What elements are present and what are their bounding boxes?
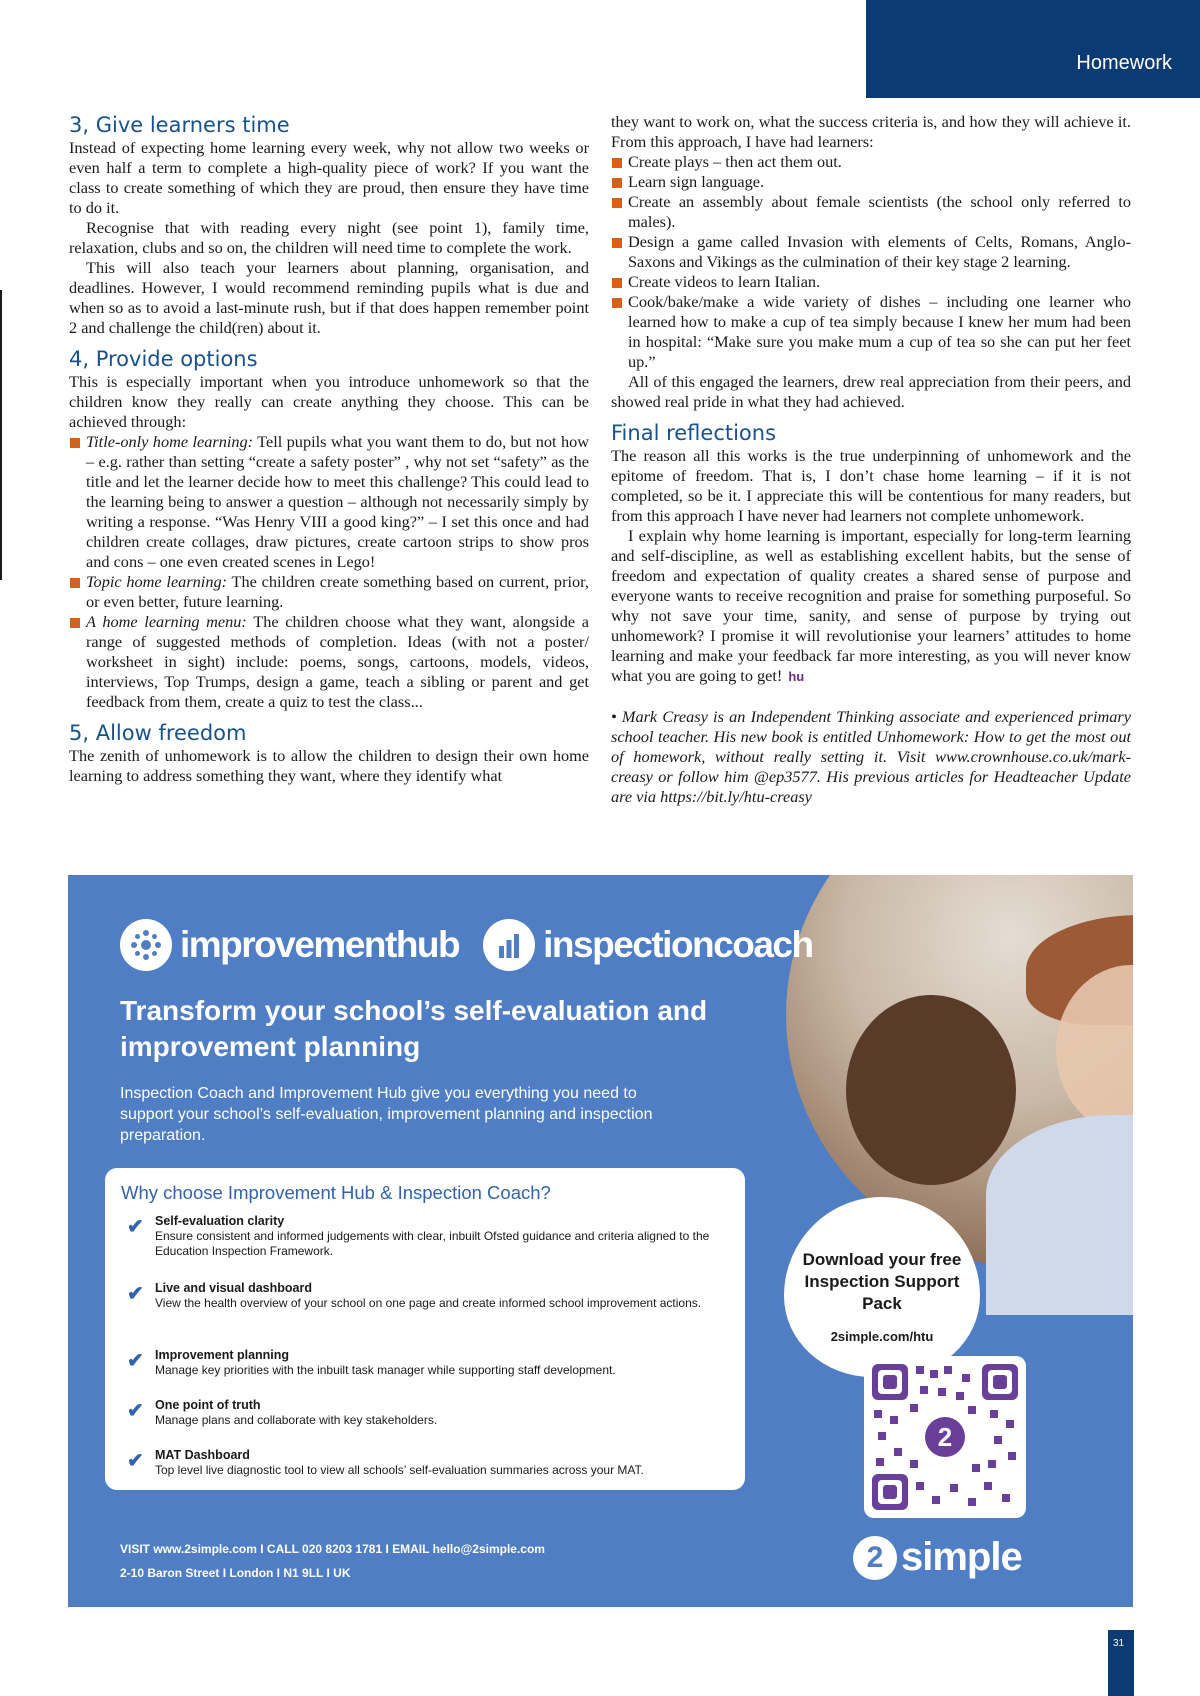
feature-description: Ensure consistent and informed judgements with clear, inbuilt Ofsted guidance and criteria aligned to the Education Inspection Framework.	[155, 1229, 710, 1258]
list-item: Learn sign language.	[611, 172, 1131, 192]
inspectioncoach-icon	[483, 919, 535, 971]
photo-face	[846, 995, 1016, 1185]
2simple-logo-text: simple	[901, 1535, 1022, 1579]
heading-give-learners-time: 3, Give learners time	[69, 113, 290, 137]
feature-list	[121, 1214, 721, 1498]
heading-allow-freedom: 5, Allow freedom	[69, 721, 247, 745]
feature-description: View the health overview of your school on one page and create informed school improvement actions.	[155, 1296, 702, 1310]
feature-title: Improvement planning	[155, 1348, 290, 1362]
item-lead: Title-only home learning:	[86, 432, 254, 451]
options-list	[69, 432, 589, 712]
item-text: The children create something based on current, prior, or even better, future learning.	[86, 572, 589, 611]
download-url[interactable]: 2simple.com/htu	[830, 1329, 934, 1344]
heading-provide-options: 4, Provide options	[69, 347, 258, 371]
item-text: Tell pupils what you want them to do, but not how – e.g. rather than setting “create a safety poster” , why not set “safety” as the title and let the learner decide how to meet this challenge? This could lead to the learning being to answer a question – although not necessarily simply by writing a response. “Was Henry VIII a good king?” – I set this once and had children create collages, draw pictures, create cartoon strips to show pros and cons – one even created scenes in Lego!	[86, 432, 590, 571]
list-item: Cook/bake/make a wide variety of dishes – including one learner who learned how to make a cup of tea simply because I knew her mum had been in hospital: “Make sure you make mum a cup of tea so she can put her feet up.”	[611, 292, 1131, 372]
advert-contacts	[120, 1537, 545, 1585]
feature-description: Manage key priorities with the inbuilt task manager while supporting staff development.	[155, 1363, 616, 1377]
contact-line[interactable]: VISIT www.2simple.com I CALL 020 8203 1781 I EMAIL hello@2simple.com	[120, 1542, 545, 1556]
advert-intro: Inspection Coach and Improvement Hub give you everything you need to support your school’s self-evaluation, improvement planning and inspection preparation.	[120, 1085, 653, 1144]
paragraph: The zenith of unhomework is to allow the children to design their own home learning to address something they want, where they identify what	[69, 746, 589, 785]
list-item	[69, 572, 589, 612]
paragraph: The reason all this works is the true underpinning of unhomework and the epitome of freedom. That is, I don’t chase home learning – if it is not completed, so be it. I appreciate this will be contentious for many readers, but from this approach I have never had learners not complete unhomework.	[611, 446, 1131, 525]
list-item: Create an assembly about female scientists (the school only referred to males).	[611, 192, 1131, 232]
margin-rule	[0, 290, 2, 580]
checkmark-icon: ✔	[127, 1283, 144, 1305]
checkmark-icon: ✔	[127, 1350, 144, 1372]
heading-final-reflections: Final reflections	[611, 421, 777, 445]
list-item	[69, 612, 589, 712]
why-choose-title: Why choose Improvement Hub & Inspection Coach?	[121, 1182, 551, 1203]
feature-item	[121, 1448, 721, 1498]
paragraph: All of this engaged the learners, drew real appreciation from their peers, and showed real pride in what they had achieved.	[611, 372, 1131, 411]
paragraph: Instead of expecting home learning every week, why not allow two weeks or even half a term to complete a high-quality piece of work? If you want the class to create something of which they are proud, then ensure they have time to do it.	[69, 138, 589, 217]
feature-item	[121, 1214, 721, 1281]
improvementhub-icon	[120, 919, 172, 971]
list-item	[69, 432, 589, 572]
item-text: The children choose what they want, alongside a range of suggested methods of completion. Ideas (with not a poster/ worksheet in sight) include: poems, songs, cartoons, models, videos, interviews, Top Trumps, design a game, teach a sibling or parent and get feedback from them, create a quiz to test the class...	[86, 612, 589, 711]
feature-item	[121, 1281, 721, 1348]
section-label: Homework	[1076, 52, 1172, 74]
improvementhub-logo-text: improvementhub	[180, 924, 460, 965]
article-left-column	[69, 112, 589, 786]
feature-title: Live and visual dashboard	[155, 1281, 312, 1295]
section-header-tab	[866, 0, 1200, 98]
page-number-tab	[1108, 1630, 1134, 1696]
paragraph: Recognise that with reading every night (see point 1), family time, relaxation, clubs and so on, the children will need time to complete the work.	[69, 218, 589, 257]
list-item: Design a game called Invasion with elements of Celts, Romans, Anglo-Saxons and Vikings as the culmination of their key stage 2 learning.	[611, 232, 1131, 272]
checkmark-icon: ✔	[127, 1216, 144, 1238]
advert-panel	[68, 875, 1133, 1607]
qr-center-digit: 2	[937, 1422, 953, 1452]
learner-projects-list	[611, 152, 1131, 372]
paragraph-text: I explain why home learning is important, especially for long-term learning and self-discipline, as well as establishing excellent habits, but the sense of freedom and expectation of quality creates a shared sense of purpose and everyone wants to receive recognition and praise for something purposeful. So why not save your time, sanity, and sense of purpose by trying out unhomework? I promise it will revolutionise your learners’ attitudes to home learning and make your feedback far more interesting, as you will never know what you are going to get!	[611, 526, 1131, 685]
item-lead: A home learning menu:	[86, 612, 247, 631]
author-bio: • Mark Creasy is an Independent Thinking associate and experienced primary school teacher. His new book is entitled Unhomework: How to get the most out of homework, without really setting it. Visit www.crownhouse.co.uk/mark-creasy or follow him @ep3577. His previous articles for Headteacher Update are via https://bit.ly/htu-creasy	[611, 707, 1131, 806]
list-item: Create plays – then act them out.	[611, 152, 1131, 172]
article-right-column	[611, 112, 1131, 807]
feature-title: Self-evaluation clarity	[155, 1214, 285, 1228]
feature-title: One point of truth	[155, 1398, 261, 1412]
paragraph: they want to work on, what the success criteria is, and how they will achieve it. From this approach, I have had learners:	[611, 112, 1131, 151]
feature-item	[121, 1348, 721, 1398]
feature-description: Top level live diagnostic tool to view all schools’ self-evaluation summaries across your MAT.	[155, 1463, 644, 1477]
hu-end-logo: hu	[788, 669, 805, 684]
advert-headline: Transform your school’s self-evaluation and improvement planning	[120, 995, 708, 1062]
paragraph: This will also teach your learners about planning, organisation, and deadlines. However, I would recommend reminding pupils what is due and when so as to avoid a last-minute rush, but if that does happen remember point 2 and challenge the child(ren) about it.	[69, 258, 589, 337]
feature-title: MAT Dashboard	[155, 1448, 250, 1462]
product-logos	[120, 910, 837, 980]
address-line: 2-10 Baron Street I London I N1 9LL I UK	[120, 1566, 351, 1580]
inspectioncoach-logo-text: inspectioncoach	[543, 924, 813, 965]
2simple-logo	[853, 1535, 1022, 1580]
qr-code[interactable]	[864, 1356, 1026, 1518]
download-title: Download your free Inspection Support Pack	[802, 1250, 962, 1313]
checkmark-icon: ✔	[127, 1450, 144, 1472]
why-choose-box	[105, 1168, 745, 1490]
page-number: 31	[1113, 1638, 1125, 1649]
paragraph	[611, 526, 1131, 687]
checkmark-icon: ✔	[127, 1400, 144, 1422]
list-item: Create videos to learn Italian.	[611, 272, 1131, 292]
2simple-logo-mark: 2	[853, 1536, 897, 1580]
paragraph: This is especially important when you introduce unhomework so that the children know they really can create anything they choose. This can be achieved through:	[69, 372, 589, 431]
feature-description: Manage plans and collaborate with key stakeholders.	[155, 1413, 438, 1427]
photo-shirt	[986, 1115, 1133, 1315]
feature-item	[121, 1398, 721, 1448]
item-lead: Topic home learning:	[86, 572, 228, 591]
